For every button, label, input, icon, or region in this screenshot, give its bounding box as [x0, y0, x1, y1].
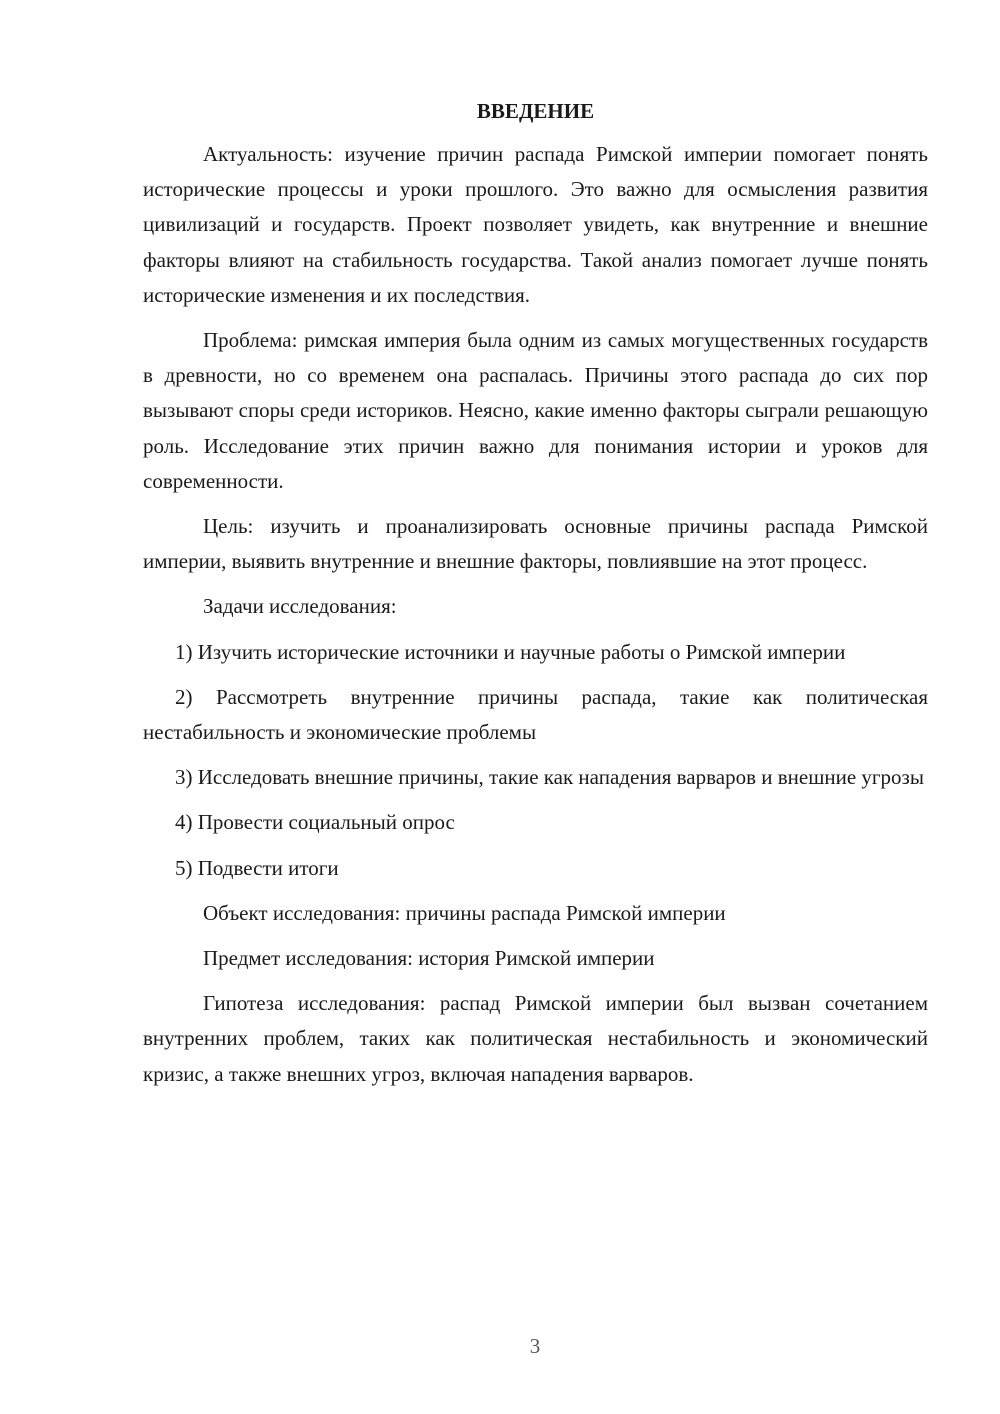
task-item-4: 4) Провести социальный опрос [175, 810, 455, 835]
object-paragraph: Объект исследования: причины распада Римской империи [203, 900, 726, 925]
task-item-3: 3) Исследовать внешние причины, такие как нападения варваров и внешние угрозы [175, 765, 924, 790]
page-title: ВВЕДЕНИЕ [476, 99, 595, 123]
task-item-1: 1) Изучить исторические источники и научные работы о Римской империи [175, 639, 846, 664]
page-number: 3 [529, 1334, 541, 1358]
tasks-heading: Задачи исследования: [203, 594, 397, 619]
goal-paragraph: Цель: изучить и проанализировать основные причины распада Римской империи, выявить внутренние и внешние факторы, повлиявшие на этот процесс. [143, 514, 928, 574]
subject-paragraph: Предмет исследования: история Римской империи [203, 946, 655, 971]
problem-paragraph: Проблема: римская империя была одним из самых могущественных государств в древности, но со временем она распалась. Причины этого распада до сих пор вызывают споры среди историков. Неясно, какие именно факторы сыграли решающую роль. Исследование этих причин важно для понимания истории и уроков для современности. [143, 328, 928, 493]
task-item-2: 2) Рассмотреть внутренние причины распада, такие как политическая нестабильность и экономические проблемы [143, 684, 928, 745]
page-content [143, 96, 928, 1092]
task-item-5: 5) Подвести итоги [175, 855, 339, 880]
relevance-paragraph: Актуальность: изучение причин распада Римской империи помогает понять исторические процессы и уроки прошлого. Это важно для осмысления развития цивилизаций и государств. Проект позволяет увидеть, как внутренние и внешние факторы влияют на стабильность государства. Такой анализ помогает лучше понять исторические изменения и их последствия. [143, 142, 928, 307]
hypothesis-paragraph: Гипотеза исследования: распад Римской империи был вызван сочетанием внутренних проблем, таких как политическая нестабильность и экономический кризис, а также внешних угроз, включая нападения варваров. [143, 991, 928, 1086]
